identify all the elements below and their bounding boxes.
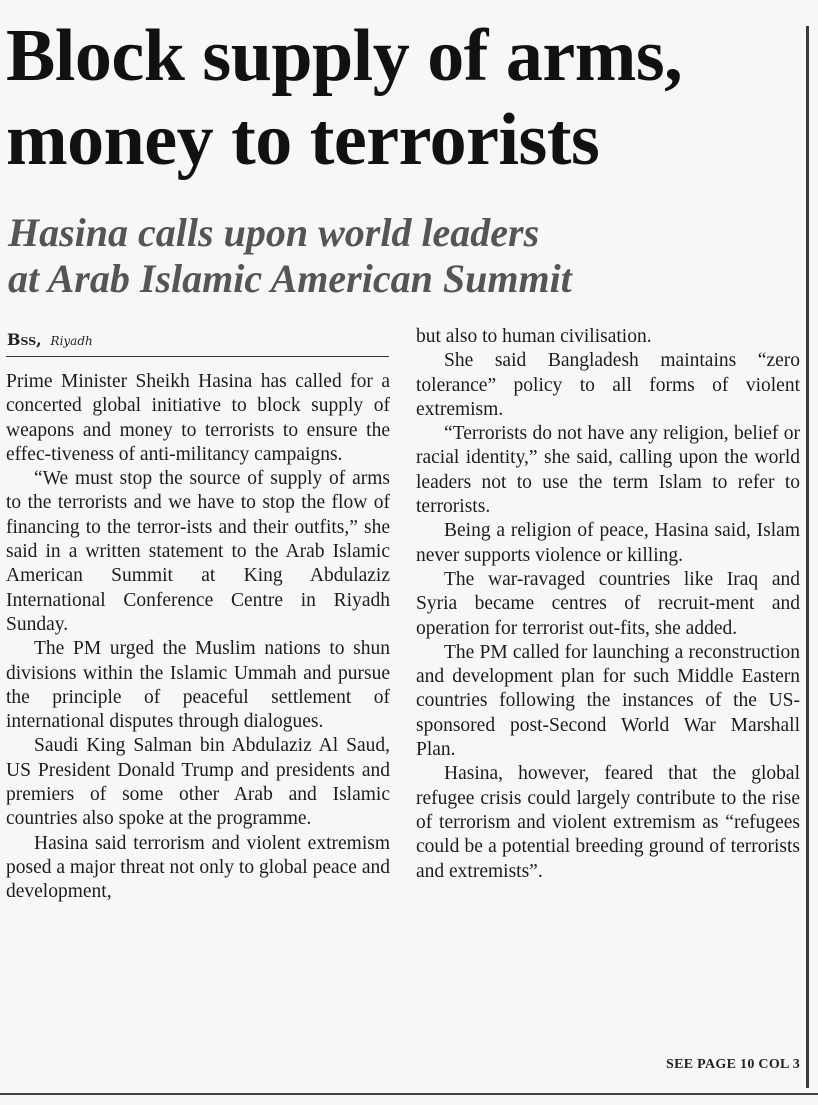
body-paragraph: The PM urged the Muslim nations to shun divisions within the Islamic Ummah and pursue the principle of peaceful settlement of international disputes through dialogues. — [6, 638, 390, 733]
byline — [7, 330, 387, 354]
body-paragraph: Hasina said terrorism and violent extremism posed a major threat not only to global peace and development, — [6, 832, 390, 903]
body-paragraph: She said Bangladesh maintains “zero tolerance” policy to all forms of violent extremism. — [416, 350, 800, 420]
continuation-jump-line: SEE PAGE 10 COL 3 — [666, 1057, 800, 1072]
body-paragraph: Saudi King Salman bin Abdulaziz Al Saud, US President Donald Trump and presidents and premiers of some other Arab and Islamic countries also spoke at the programme. — [6, 735, 390, 830]
byline-divider — [6, 356, 389, 357]
headline-line-1: Block supply of arms, — [6, 15, 683, 97]
byline-dateline: Riyadh — [50, 334, 93, 348]
column-rule-right — [806, 26, 809, 1088]
headline-line-2: money to terrorists — [6, 99, 600, 181]
subheadline-line-1: Hasina calls upon world leaders — [8, 210, 540, 255]
body-paragraph: The war-ravaged countries like Iraq and Syria became centres of recruit-ment and operation for terrorist out-fits, she added. — [416, 568, 800, 639]
headline — [6, 14, 806, 182]
subheadline-line-2: at Arab Islamic American Summit — [8, 256, 572, 301]
body-column-right — [416, 325, 800, 884]
body-paragraph: Prime Minister Sheikh Hasina has called for a concerted global initiative to block supply of weapons and money to terrorists to ensure the effec-tiveness of anti-militancy campaigns. — [6, 371, 390, 465]
body-paragraph: but also to human civilisation. — [416, 326, 652, 347]
body-column-left — [6, 370, 390, 905]
body-paragraph: Being a religion of peace, Hasina said, Islam never supports violence or killing. — [416, 520, 800, 566]
body-paragraph: “Terrorists do not have any religion, belief or racial identity,” she said, calling upon the world leaders not to use the term Islam to refer to terrorists. — [416, 423, 800, 518]
body-paragraph: “We must stop the source of supply of arms to the terrorists and we have to stop the flow of financing to the terror-ists and their outfits,” she said in a written statement to the Arab Islamic American Summit at King Abdulaziz International Conference Centre in Riyadh Sunday. — [6, 468, 390, 635]
byline-agency: Bss, — [7, 330, 42, 349]
subheadline — [8, 210, 798, 302]
body-paragraph: The PM called for launching a reconstruction and development plan for such Middle Eastern countries following the instances of the US-sponsored post-Second World War Marshall Plan. — [416, 641, 800, 761]
bottom-divider — [0, 1093, 818, 1095]
body-paragraph: Hasina, however, feared that the global refugee crisis could largely contribute to the rise of terrorism and violent extremism as “refugees could be a potential breeding ground of terrorists and extremists”. — [416, 763, 800, 882]
